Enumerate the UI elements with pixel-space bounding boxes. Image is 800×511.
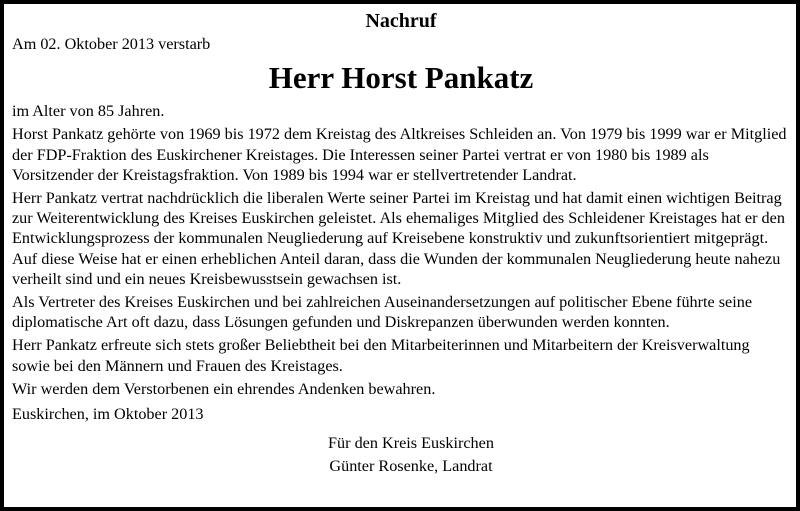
closing-line: Wir werden dem Verstorbenen ein ehrendes Andenken bewahren.: [12, 379, 436, 398]
intro-line: Am 02. Oktober 2013 verstarb: [12, 35, 211, 53]
age-line: im Alter von 85 Jahren.: [12, 102, 165, 121]
deceased-name: Herr Horst Pankatz: [268, 60, 534, 96]
signature-name: Günter Rosenke, Landrat: [329, 457, 493, 476]
paragraph-diplomacy: Als Vertreter des Kreises Euskirchen und bei zahlreichen Auseinandersetzungen auf politischer Ebene führte seine diplomatische Art oft dazu, dass Lösungen gefunden und Diskrepanzen überwunden werden konnten.: [12, 293, 753, 332]
notice-title: Nachruf: [365, 10, 437, 32]
paragraph-popularity: Herr Pankatz erfreute sich stets großer Beliebtheit bei den Mitarbeiterinnen und Mitarbeitern der Kreisverwaltung sowie bei den Männern und Frauen des Kreistages.: [12, 336, 750, 375]
paragraph-career: Horst Pankatz gehörte von 1969 bis 1972 dem Kreistag des Altkreises Schleiden an. Von 1979 bis 1999 war er Mitglied der FDP-Fraktion des Euskirchener Kreistages. Die Interessen seiner Partei vertrat er von 1980 bis 1989 als Vorsitzender der Kreistagsfraktion. Von 1989 bis 1994 war er stellvertretender Landrat.: [12, 125, 787, 184]
signature-organization: Für den Kreis Euskirchen: [328, 434, 494, 453]
paragraph-contribution: Herr Pankatz vertrat nachdrücklich die liberalen Werte seiner Partei im Kreistag und hat damit einen wichtigen Beitrag zur Weiterentwicklung des Kreises Euskirchen geleistet. Als ehemaliges Mitglied des Schleidener Kreistages hat er den Entwicklungsprozess der kommunalen Neugliederung auf Kreisebene konstruktiv und zukunftsorientiert mitgeprägt. Auf diese Weise hat er einen erheblichen Anteil daran, dass die Wunden der kommunalen Neugliederung heute nahezu verheilt sind und ein neues Kreisbewusstsein gewachsen ist.: [12, 189, 785, 288]
place-date: Euskirchen, im Oktober 2013: [12, 405, 204, 424]
